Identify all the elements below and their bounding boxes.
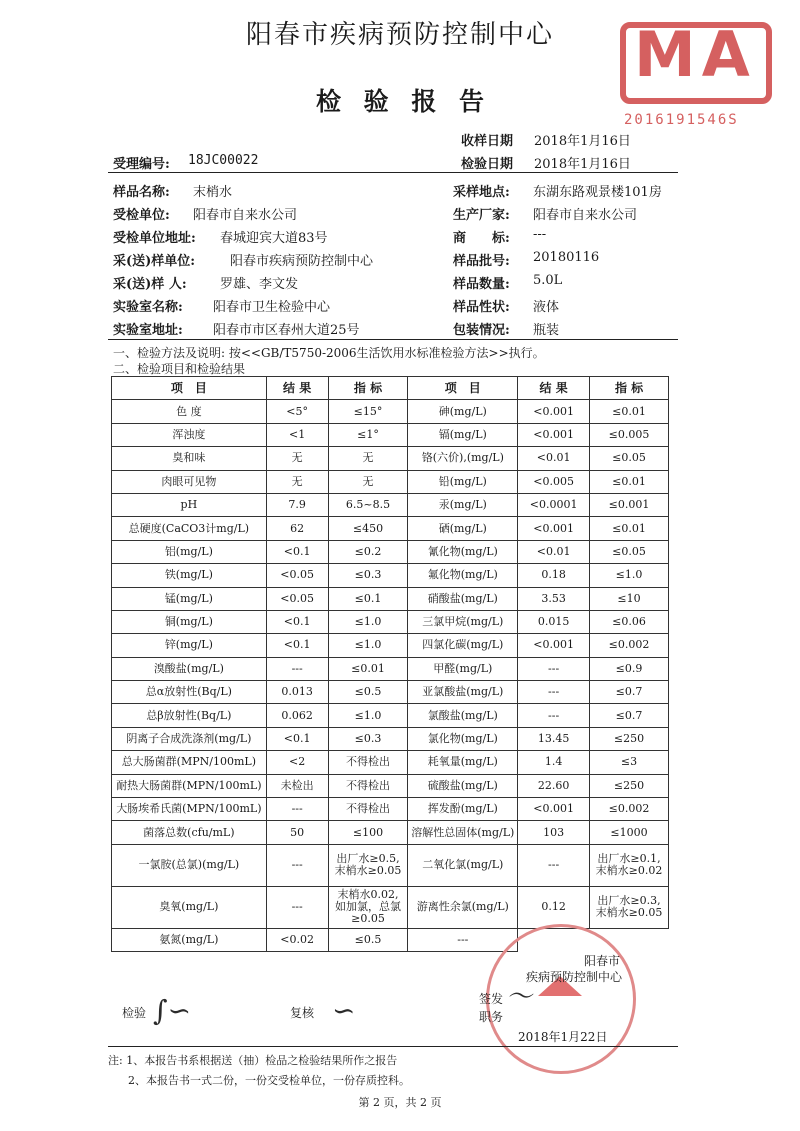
- col-limit-header-2: 指 标: [590, 377, 669, 400]
- table-cell: 0.062: [266, 704, 328, 727]
- table-cell: 汞(mg/L): [408, 493, 518, 516]
- table-cell: 氟化物(mg/L): [408, 564, 518, 587]
- table-row: [112, 681, 669, 704]
- table-cell: 总大肠菌群(MPN/100mL): [112, 751, 267, 774]
- table-cell: ≤0.3: [328, 564, 408, 587]
- cell-line: 出厂水≥0.3,: [597, 894, 661, 908]
- footer-divider: [108, 1046, 678, 1047]
- lab-address-value: 阳春市市区春州大道25号: [213, 323, 360, 338]
- table-row: [112, 423, 669, 446]
- table-cell: 一氯胺(总氯)(mg/L): [112, 844, 267, 886]
- table-cell: 臭和味: [112, 447, 267, 470]
- table-cell: pH: [112, 493, 267, 516]
- table-cell: ≤0.002: [590, 798, 669, 821]
- table-cell: <0.01: [518, 540, 590, 563]
- table-cell: ≤0.2: [328, 540, 408, 563]
- table-cell: ---: [518, 704, 590, 727]
- table-cell: 硫酸盐(mg/L): [408, 774, 518, 797]
- table-cell: 耗氧量(mg/L): [408, 751, 518, 774]
- trademark-value: ---: [533, 227, 547, 242]
- table-cell: 镉(mg/L): [408, 423, 518, 446]
- table-cell: ---: [408, 928, 518, 951]
- sampling-location-label: 采样地点:: [453, 185, 510, 200]
- table-cell: ≤0.001: [590, 493, 669, 516]
- table-cell: 游离性余氯(mg/L): [408, 886, 518, 928]
- inspected-address-label: 受检单位地址:: [113, 231, 196, 246]
- table-cell: ≤1°: [328, 423, 408, 446]
- table-cell: 阴离子合成洗涤剂(mg/L): [112, 727, 267, 750]
- sampler-label: 采(送)样 人:: [113, 277, 187, 292]
- table-cell: <0.1: [266, 727, 328, 750]
- table-row: [112, 704, 669, 727]
- title-label: 职务: [479, 1010, 504, 1024]
- table-cell: <0.001: [518, 798, 590, 821]
- inspected-unit-label: 受检单位:: [113, 208, 170, 223]
- table-cell: 0.12: [518, 886, 590, 928]
- table-cell: 无: [266, 470, 328, 493]
- table-row: [112, 540, 669, 563]
- lab-name-value: 阳春市卫生检验中心: [213, 300, 331, 315]
- method-statement: 一、检验方法及说明: 按<<GB/T5750-2006生活饮用水标准检验方法>>执行。: [113, 346, 545, 360]
- sample-quantity-label: 样品数量:: [453, 277, 510, 292]
- sample-nature-label: 样品性状:: [453, 300, 510, 315]
- cell-line: 末梢水≥0.05: [595, 906, 663, 920]
- table-cell: <0.02: [266, 928, 328, 951]
- sampling-location-value: 东湖东路观景楼101房: [533, 185, 662, 200]
- report-number-label: 受理编号:: [113, 157, 170, 172]
- table-cell: [328, 844, 408, 886]
- table-row: [112, 798, 669, 821]
- table-cell: 三氯甲烷(mg/L): [408, 610, 518, 633]
- table-cell: 铝(mg/L): [112, 540, 267, 563]
- table-cell: ---: [266, 798, 328, 821]
- issuer-signature: 〜: [506, 982, 533, 1012]
- ma-certification-stamp: [620, 12, 780, 130]
- table-row: [112, 774, 669, 797]
- table-cell: 50: [266, 821, 328, 844]
- table-cell: ≤0.01: [590, 470, 669, 493]
- table-cell: 103: [518, 821, 590, 844]
- table-cell: ≤0.5: [328, 928, 408, 951]
- table-cell: ≤450: [328, 517, 408, 540]
- table-cell: 3.53: [518, 587, 590, 610]
- sample-name-value: 末梢水: [193, 185, 233, 200]
- table-cell: 7.9: [266, 493, 328, 516]
- table-cell: 亚氯酸盐(mg/L): [408, 681, 518, 704]
- table-cell: ≤0.002: [590, 634, 669, 657]
- table-cell: 氯化物(mg/L): [408, 727, 518, 750]
- table-cell: <0.1: [266, 610, 328, 633]
- table-row: [112, 886, 669, 928]
- table-cell: 无: [328, 447, 408, 470]
- table-cell: 总β放射性(Bq/L): [112, 704, 267, 727]
- table-cell: 溶解性总固体(mg/L): [408, 821, 518, 844]
- table-cell: <0.05: [266, 587, 328, 610]
- table-cell: 无: [328, 470, 408, 493]
- inspector-signature: ∫∽: [153, 994, 192, 1027]
- table-cell: 0.013: [266, 681, 328, 704]
- table-cell: 铁(mg/L): [112, 564, 267, 587]
- table-cell: 砷(mg/L): [408, 400, 518, 423]
- cell-line: 出厂水≥0.5,: [336, 852, 400, 866]
- table-cell: <1: [266, 423, 328, 446]
- table-cell: <0.001: [518, 423, 590, 446]
- sign-label: 签发: [479, 992, 504, 1006]
- table-cell: 铅(mg/L): [408, 470, 518, 493]
- table-cell: ≤0.7: [590, 704, 669, 727]
- cell-line: 出厂水≥0.1,: [597, 852, 661, 866]
- col-limit-header: 指 标: [328, 377, 408, 400]
- table-cell: ≤1000: [590, 821, 669, 844]
- org-title: 阳春市疾病预防控制中心: [245, 20, 554, 50]
- table-cell: ≤100: [328, 821, 408, 844]
- table-cell: ---: [266, 886, 328, 928]
- table-cell: 二氧化氯(mg/L): [408, 844, 518, 886]
- table-cell: 62: [266, 517, 328, 540]
- table-cell: <5°: [266, 400, 328, 423]
- sample-name-label: 样品名称:: [113, 185, 170, 200]
- seal-org-line1: 阳春市: [584, 954, 621, 968]
- table-cell: 氨氮(mg/L): [112, 928, 267, 951]
- cell-line: 末梢水≥0.05: [334, 864, 402, 878]
- table-cell: 不得检出: [328, 798, 408, 821]
- table-cell: ≤0.01: [590, 400, 669, 423]
- page-number: 第 2 页，共 2 页: [358, 1096, 442, 1109]
- cell-line: ≥0.05: [351, 912, 385, 926]
- table-cell: <0.0001: [518, 493, 590, 516]
- table-cell: 1.4: [518, 751, 590, 774]
- packaging-value: 瓶装: [533, 323, 560, 338]
- seal-org-line2: 疾病预防控制中心: [526, 970, 623, 984]
- batch-number-label: 样品批号:: [453, 254, 510, 269]
- table-cell: ≤0.01: [590, 517, 669, 540]
- lab-address-label: 实验室地址:: [113, 323, 183, 338]
- inspector-label: 检验: [122, 1006, 147, 1020]
- table-cell: 臭氧(mg/L): [112, 886, 267, 928]
- table-cell: 不得检出: [328, 774, 408, 797]
- table-row: [112, 634, 669, 657]
- header-divider: [108, 172, 678, 173]
- table-cell: ≤0.7: [590, 681, 669, 704]
- table-cell: 0.18: [518, 564, 590, 587]
- table-cell: ≤1.0: [328, 704, 408, 727]
- table-cell: 氯酸盐(mg/L): [408, 704, 518, 727]
- table-cell: 铜(mg/L): [112, 610, 267, 633]
- table-cell: 甲醛(mg/L): [408, 657, 518, 680]
- table-row: [112, 517, 669, 540]
- table-cell: 未检出: [266, 774, 328, 797]
- table-cell: 铬(六价),(mg/L): [408, 447, 518, 470]
- table-cell: 锰(mg/L): [112, 587, 267, 610]
- table-cell: <0.001: [518, 634, 590, 657]
- report-number-value: 18JC00022: [188, 153, 259, 168]
- inspected-unit-value: 阳春市自来水公司: [193, 208, 298, 223]
- table-cell: 大肠埃希氏菌(MPN/100mL): [112, 798, 267, 821]
- col-result-header: 结 果: [266, 377, 328, 400]
- table-row: [112, 447, 669, 470]
- table-cell: 锌(mg/L): [112, 634, 267, 657]
- table-cell: 浑浊度: [112, 423, 267, 446]
- table-row: [112, 564, 669, 587]
- table-row: [112, 493, 669, 516]
- table-cell: ≤0.5: [328, 681, 408, 704]
- table-cell: 不得检出: [328, 751, 408, 774]
- batch-number-value: 20180116: [533, 250, 600, 265]
- table-cell: ≤0.1: [328, 587, 408, 610]
- sign-date: 2018年1月22日: [518, 1030, 608, 1044]
- manufacturer-label: 生产厂家:: [453, 208, 510, 223]
- table-cell: 总硬度(CaCO3计mg/L): [112, 517, 267, 540]
- table-cell: 总α放射性(Bq/L): [112, 681, 267, 704]
- table-cell: <0.1: [266, 540, 328, 563]
- table-row: [112, 470, 669, 493]
- table-cell: ≤0.05: [590, 447, 669, 470]
- col-result-header-2: 结 果: [518, 377, 590, 400]
- reviewer-signature: ∽: [332, 994, 356, 1027]
- table-row: [112, 400, 669, 423]
- note-2: 2、本报告书一式二份，一份交受检单位，一份存质控科。: [128, 1074, 410, 1087]
- table-cell: 0.015: [518, 610, 590, 633]
- table-cell: [590, 844, 669, 886]
- table-cell: 溴酸盐(mg/L): [112, 657, 267, 680]
- table-row: [112, 610, 669, 633]
- cell-line: 如加氯，总氯: [335, 900, 402, 914]
- table-cell: ≤10: [590, 587, 669, 610]
- table-cell: ---: [518, 657, 590, 680]
- test-date-label: 检验日期: [461, 157, 514, 172]
- table-row: [112, 727, 669, 750]
- table-cell: <0.005: [518, 470, 590, 493]
- sample-quantity-value: 5.0L: [533, 273, 563, 288]
- table-cell: <2: [266, 751, 328, 774]
- ma-stamp-text: MA: [634, 18, 756, 91]
- table-cell: ---: [518, 844, 590, 886]
- table-row: [112, 821, 669, 844]
- table-cell: ≤0.06: [590, 610, 669, 633]
- table-cell: ≤3: [590, 751, 669, 774]
- info-divider: [108, 339, 678, 340]
- inspected-address-value: 春城迎宾大道83号: [220, 231, 328, 246]
- table-cell: ---: [266, 844, 328, 886]
- table-cell: 菌落总数(cfu/mL): [112, 821, 267, 844]
- table-cell: 硝酸盐(mg/L): [408, 587, 518, 610]
- table-cell: 22.60: [518, 774, 590, 797]
- table-row: [112, 751, 669, 774]
- table-cell: ≤0.01: [328, 657, 408, 680]
- table-cell: ---: [266, 657, 328, 680]
- reviewer-label: 复核: [290, 1006, 315, 1020]
- results-section-title: 二、检验项目和检验结果: [113, 362, 246, 376]
- table-cell: [328, 886, 408, 928]
- table-cell: 无: [266, 447, 328, 470]
- table-cell: 挥发酚(mg/L): [408, 798, 518, 821]
- table-row: [112, 844, 669, 886]
- cell-line: 末梢水≥0.02: [595, 864, 663, 878]
- table-cell: ≤15°: [328, 400, 408, 423]
- lab-name-label: 实验室名称:: [113, 300, 183, 315]
- results-table: [111, 376, 669, 952]
- table-cell: ---: [518, 681, 590, 704]
- sampling-unit-value: 阳春市疾病预防控制中心: [230, 254, 374, 269]
- table-header-row: [112, 377, 669, 400]
- table-cell: ≤1.0: [328, 610, 408, 633]
- table-cell: <0.01: [518, 447, 590, 470]
- col-item-header-2: 项 目: [408, 377, 518, 400]
- sampling-unit-label: 采(送)样单位:: [113, 254, 196, 269]
- trademark-label: 商 标:: [453, 231, 510, 246]
- table-cell: ≤250: [590, 774, 669, 797]
- cell-line: 末梢水0.02,: [337, 888, 399, 902]
- table-cell: 肉眼可见物: [112, 470, 267, 493]
- table-cell: 耐热大肠菌群(MPN/100mL): [112, 774, 267, 797]
- table-cell: ≤0.9: [590, 657, 669, 680]
- table-cell: 氰化物(mg/L): [408, 540, 518, 563]
- table-cell: ≤0.005: [590, 423, 669, 446]
- table-cell: <0.001: [518, 400, 590, 423]
- table-cell: ≤250: [590, 727, 669, 750]
- table-cell: 13.45: [518, 727, 590, 750]
- table-cell: 6.5~8.5: [328, 493, 408, 516]
- table-cell: ≤0.05: [590, 540, 669, 563]
- table-cell: <0.001: [518, 517, 590, 540]
- table-cell: 四氯化碳(mg/L): [408, 634, 518, 657]
- table-row: [112, 587, 669, 610]
- table-row: [112, 657, 669, 680]
- sample-nature-value: 液体: [533, 300, 560, 315]
- table-cell: 硒(mg/L): [408, 517, 518, 540]
- col-item-header: 项 目: [112, 377, 267, 400]
- table-cell: <0.1: [266, 634, 328, 657]
- packaging-label: 包装情况:: [453, 323, 510, 338]
- manufacturer-value: 阳春市自来水公司: [533, 208, 638, 223]
- test-date-value: 2018年1月16日: [534, 157, 631, 172]
- table-cell: <0.05: [266, 564, 328, 587]
- receive-date-label: 收样日期: [461, 134, 514, 149]
- table-cell: ≤0.3: [328, 727, 408, 750]
- ma-stamp-number: 2016191546S: [624, 112, 739, 128]
- table-cell: ≤1.0: [328, 634, 408, 657]
- table-cell: [590, 886, 669, 928]
- receive-date-value: 2018年1月16日: [534, 134, 631, 149]
- table-body: [112, 400, 669, 844]
- table-cell: ≤1.0: [590, 564, 669, 587]
- table-cell: 色 度: [112, 400, 267, 423]
- report-title: 检 验 报 告: [315, 87, 485, 116]
- sampler-value: 罗雄、李文发: [220, 277, 299, 292]
- note-1: 注: 1、本报告书系根据送（抽）检品之检验结果所作之报告: [108, 1054, 398, 1067]
